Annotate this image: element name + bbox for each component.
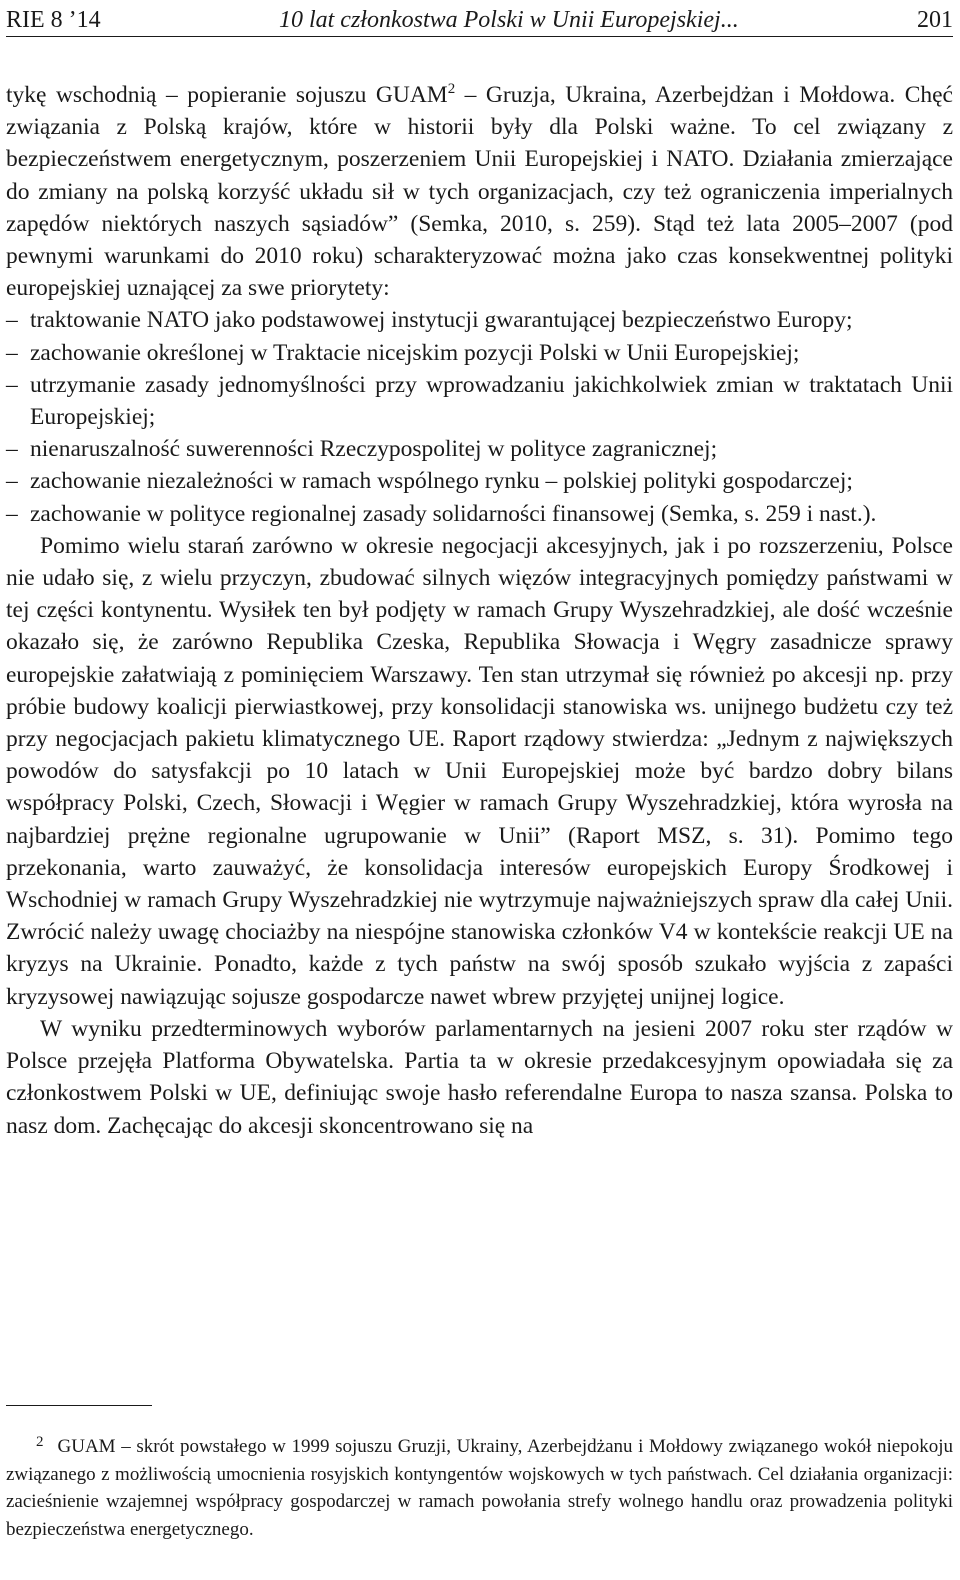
body-text xyxy=(6,79,953,1142)
dash-bullet: – xyxy=(6,500,18,527)
priorities-list xyxy=(6,304,953,529)
list-item xyxy=(6,433,953,465)
body-paragraph: W wyniku przedterminowych wyborów parlamentarnych na jesieni 2007 roku ster rządów w Polsce przejęła Platforma Obywatelska. Partia ta w okresie przedakcesyjnym opowiadała się za członkostwem Polski w UE, definiując swoje hasło referendalne Europa to nasza szansa. Polska to nasz dom. Zachęcając do akcesji skoncentrowano się na xyxy=(6,1015,953,1139)
list-item-text: utrzymanie zasady jednomyślności przy wprowadzaniu jakichkolwiek zmian w traktatach Unii Europejskiej; xyxy=(30,371,953,431)
list-item xyxy=(6,465,953,497)
list-item-text: zachowanie określonej w Traktacie nicejskim pozycji Polski w Unii Europejskiej; xyxy=(30,339,800,366)
running-header xyxy=(6,0,953,37)
footnote-divider xyxy=(6,1405,152,1406)
footnote-number: 2 xyxy=(36,1434,44,1450)
dash-bullet: – xyxy=(6,339,18,366)
journal-label: RIE 8 ’14 xyxy=(6,7,101,33)
dash-bullet: – xyxy=(6,371,18,398)
dash-bullet: – xyxy=(6,436,18,463)
intro-paragraph xyxy=(6,79,953,304)
list-item-text: traktowanie NATO jako podstawowej instytucji gwarantującej bezpieczeństwo Europy; xyxy=(30,307,853,334)
dash-bullet: – xyxy=(6,307,18,334)
list-item-text: nienaruszalność suwerenności Rzeczypospolitej w polityce zagranicznej; xyxy=(30,436,718,463)
running-title: 10 lat członkostwa Polski w Unii Europejskiej... xyxy=(278,7,739,33)
body-paragraph: Pomimo wielu starań zarówno w okresie negocjacji akcesyjnych, jak i po rozszerzeniu, Polsce nie udało się, z wielu przyczyn, zbudować silnych więzów integracyjnych pomiędzy państwami w tej części kontynentu. Wysiłek ten był podjęty w ramach Grupy Wyszehradzkiej, ale dość wcześnie okazało się, że zarówno Republika Czeska, Republika Słowacja i Węgry zasadnicze sprawy europejskie załatwiają z pominięciem Warszawy. Ten stan utrzymał się również po akcesji np. przy próbie budowy koalicji pierwiastkowej, przy konsolidacji stanowiska ws. unijnego budżetu czy też przy negocjacjach pakietu klimatycznego UE. Raport rządowy stwierdza: „Jednym z największych powodów do satysfakcji po 10 latach w Unii Europejskiej może być bardzo dobry bilans współpracy Polski, Czech, Słowacji i Węgier w ramach Grupy Wyszehradzkiej, która wyrosła na najbardziej prężne regionalne ugrupowanie w Unii” (Raport MSZ, s. 31). Pomimo tego przekonania, warto zauważyć, że konsolidacja interesów europejskich Europy Środkowej i Wschodniej w ramach Grupy Wyszehradzkiej nie wytrzymuje najważniejszych spraw dla całej Unii. Zwrócić należy uwagę chociażby na niespójne stanowiska członków V4 w kontekście reakcji UE na kryzys na Ukrainie. Ponadto, każde z tych państw na swój sposób szukało wyjścia z zapaści kryzysowej nawiązując sojusze gospodarcze nawet wbrew przyjętej unijnej logice. xyxy=(6,532,953,1010)
list-item xyxy=(6,369,953,433)
list-item-text: zachowanie niezależności w ramach wspólnego rynku – polskiej polityki gospodarczej; xyxy=(30,468,853,495)
intro-text-start: tykę wschodnią – popieranie sojuszu GUAM xyxy=(6,82,448,108)
intro-text-end: – Gruzja, Ukraina, Azerbejdżan i Mołdowa. Chęć związania z Polską krajów, które w historii były dla Polski ważne. To cel związany z bezpieczeństwem energetycznym, poszerzeniem Unii Europejskiej i NATO. Działania zmierzające do zmiany na polską korzyść układu sił w tych organizacjach, czy też ograniczenia imperialnych zapędów niektórych naszych sąsiadów” (Semka, 2010, s. 259). Stąd też lata 2005–2007 (pod pewnymi warunkami do 2010 roku) scharakteryzować można jako czas konsekwentnej polityki europejskiej uznającej za swe priorytety: xyxy=(6,82,953,302)
list-item xyxy=(6,304,953,336)
footnote-reference[interactable]: 2 xyxy=(447,81,456,97)
list-item xyxy=(6,337,953,369)
page-number: 201 xyxy=(917,7,953,33)
list-item-text: zachowanie w polityce regionalnej zasady solidarności finansowej (Semka, s. 259 i nast.). xyxy=(30,500,877,527)
footnote xyxy=(6,1433,953,1543)
footnote-text: GUAM – skrót powstałego w 1999 sojuszu Gruzji, Ukrainy, Azerbejdżanu i Mołdowy związanego wokół niepokoju związanego z możliwością umocnienia rosyjskich kontyngentów wojskowych w tych państwach. Cel działania organizacji: zacieśnienie wzajemnej współpracy gospodarczej w ramach powołania strefy wolnego handlu oraz prowadzenia polityki bezpieczeństwa energetycznego. xyxy=(6,1436,953,1540)
dash-bullet: – xyxy=(6,468,18,495)
list-item xyxy=(6,498,953,530)
